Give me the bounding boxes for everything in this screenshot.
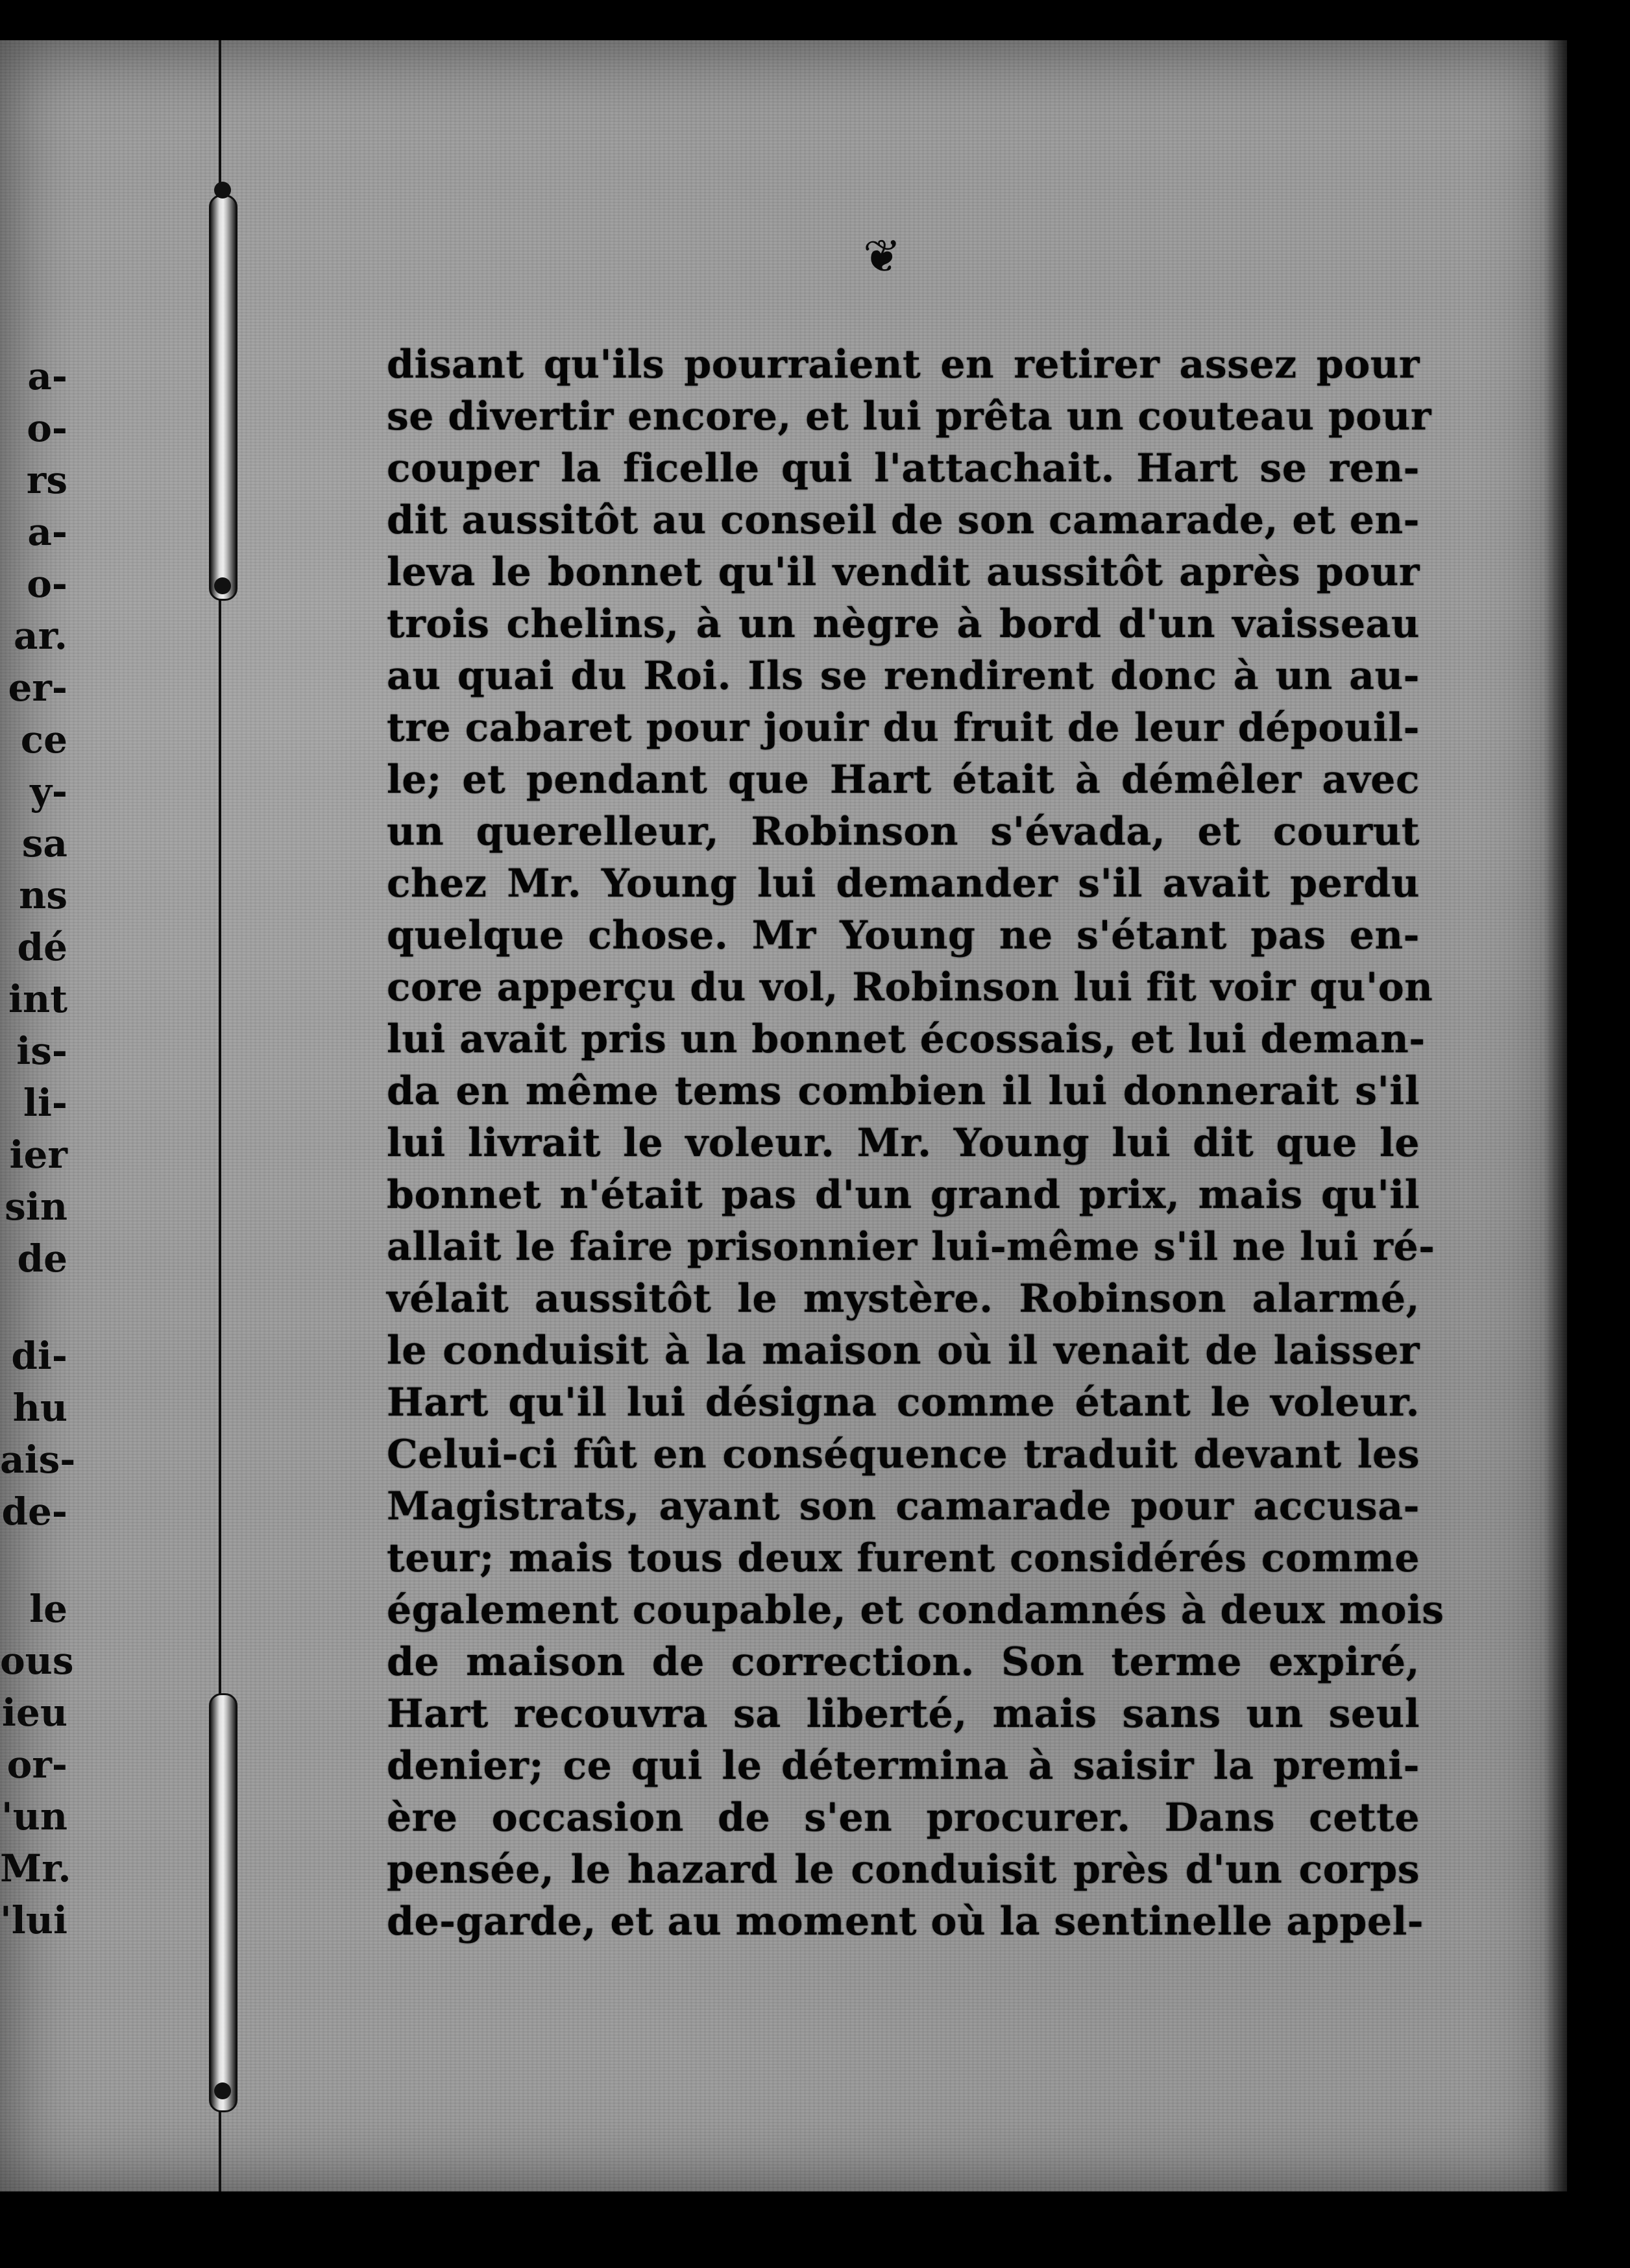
left-fragment: er- bbox=[8, 666, 67, 710]
left-fragment: li- bbox=[23, 1081, 67, 1125]
left-fragment: de- bbox=[1, 1490, 67, 1534]
text-line: core apperçu du vol, Robinson lui fit voir qu'on bbox=[387, 965, 1433, 1010]
binding-thread-top bbox=[209, 195, 237, 601]
left-fragment: a- bbox=[27, 354, 67, 398]
text-line: Hart qu'il lui désigna comme étant le voleur. bbox=[387, 1380, 1420, 1425]
stitch-hole bbox=[214, 2082, 231, 2099]
left-fragment: ieu bbox=[1, 1691, 67, 1735]
left-fragment: ns bbox=[19, 873, 67, 917]
text-line: chez Mr. Young lui demander s'il avait perdu bbox=[387, 861, 1420, 906]
text-line: le conduisit à la maison où il venait de laisser bbox=[387, 1328, 1420, 1373]
text-line: de-garde, et au moment où la sentinelle appel- bbox=[387, 1899, 1424, 1944]
left-fragment: 'lui bbox=[0, 1898, 67, 1942]
left-fragment: ais- bbox=[0, 1438, 76, 1482]
page-edge-shadow bbox=[1544, 40, 1568, 2191]
text-line: lui avait pris un bonnet écossais, et lui deman- bbox=[387, 1017, 1426, 1062]
left-fragment: o- bbox=[27, 406, 67, 450]
stitch-hole bbox=[214, 182, 231, 199]
text-line: le; et pendant que Hart était à démêler avec bbox=[387, 757, 1420, 802]
left-fragment: ar. bbox=[13, 614, 67, 658]
left-fragment: 'un bbox=[1, 1794, 67, 1839]
left-fragment: or- bbox=[6, 1743, 67, 1787]
left-fragment bbox=[0, 1285, 71, 1330]
left-fragment: ce bbox=[20, 718, 67, 762]
text-line: pensée, le hazard le conduisit près d'un corps bbox=[387, 1847, 1420, 1892]
left-fragment: int bbox=[8, 977, 67, 1021]
text-line: Celui-ci fût en conséquence traduit devant les bbox=[387, 1432, 1420, 1477]
text-line: Magistrats, ayant son camarade pour accusa- bbox=[387, 1484, 1420, 1529]
left-fragment: rs bbox=[26, 458, 67, 502]
text-line: disant qu'ils pourraient en retirer assez pour bbox=[387, 342, 1420, 387]
text-line: se divertir encore, et lui prêta un couteau pour bbox=[387, 394, 1432, 439]
left-fragment: di- bbox=[11, 1334, 67, 1378]
left-fragment: sa bbox=[21, 821, 67, 865]
left-fragment: hu bbox=[12, 1386, 67, 1430]
text-line: lui livrait le voleur. Mr. Young lui dit que le bbox=[387, 1120, 1420, 1166]
text-line: dit aussitôt au conseil de son camarade, et en- bbox=[387, 498, 1420, 543]
text-line: trois chelins, à un nègre à bord d'un vaisseau bbox=[387, 601, 1420, 647]
left-fragment: sin bbox=[5, 1185, 67, 1229]
text-line: teur; mais tous deux furent considérés comme bbox=[387, 1536, 1420, 1581]
left-fragment: ous bbox=[0, 1639, 74, 1683]
text-line: couper la ficelle qui l'attachait. Hart se ren- bbox=[387, 446, 1420, 491]
left-fragment: a- bbox=[27, 510, 67, 554]
text-line: leva le bonnet qu'il vendit aussitôt après pour bbox=[387, 549, 1420, 595]
stitch-hole bbox=[214, 577, 231, 594]
left-fragment: Mr. bbox=[0, 1846, 71, 1890]
left-fragment: o- bbox=[27, 562, 67, 606]
text-line: au quai du Roi. Ils se rendirent donc à un au- bbox=[387, 653, 1420, 699]
left-page-fragments bbox=[0, 350, 76, 2037]
text-line: da en même tems combien il lui donnerait s'il bbox=[387, 1068, 1420, 1114]
text-line: quelque chose. Mr Young ne s'étant pas en- bbox=[387, 913, 1420, 958]
left-fragment: ier bbox=[9, 1133, 67, 1177]
left-fragment bbox=[0, 1538, 71, 1583]
left-fragment: de bbox=[17, 1237, 67, 1281]
text-line: bonnet n'était pas d'un grand prix, mais qu'il bbox=[387, 1172, 1420, 1218]
left-fragment: is- bbox=[16, 1029, 67, 1073]
text-line: également coupable, et condamnés à deux mois bbox=[387, 1587, 1444, 1633]
text-line: denier; ce qui le détermina à saisir la premi- bbox=[387, 1743, 1420, 1789]
text-line: tre cabaret pour jouir du fruit de leur dépouil- bbox=[387, 705, 1420, 751]
text-line: Hart recouvra sa liberté, mais sans un seul bbox=[387, 1691, 1420, 1737]
left-fragment: le bbox=[29, 1587, 67, 1631]
text-line: vélait aussitôt le mystère. Robinson alarmé, bbox=[387, 1276, 1420, 1321]
text-line: allait le faire prisonnier lui-même s'il ne lui ré- bbox=[387, 1224, 1435, 1270]
text-line: de maison de correction. Son terme expiré, bbox=[387, 1639, 1420, 1685]
binding-thread-bottom bbox=[209, 1693, 237, 2112]
left-fragment: y- bbox=[30, 769, 67, 814]
text-line: un querelleur, Robinson s'évada, et courut bbox=[387, 809, 1420, 854]
text-line: ère occasion de s'en procurer. Dans cette bbox=[387, 1795, 1420, 1840]
body-text bbox=[387, 339, 1444, 1948]
left-fragment: dé bbox=[17, 925, 67, 969]
page-ornament: ❦ bbox=[863, 230, 901, 283]
